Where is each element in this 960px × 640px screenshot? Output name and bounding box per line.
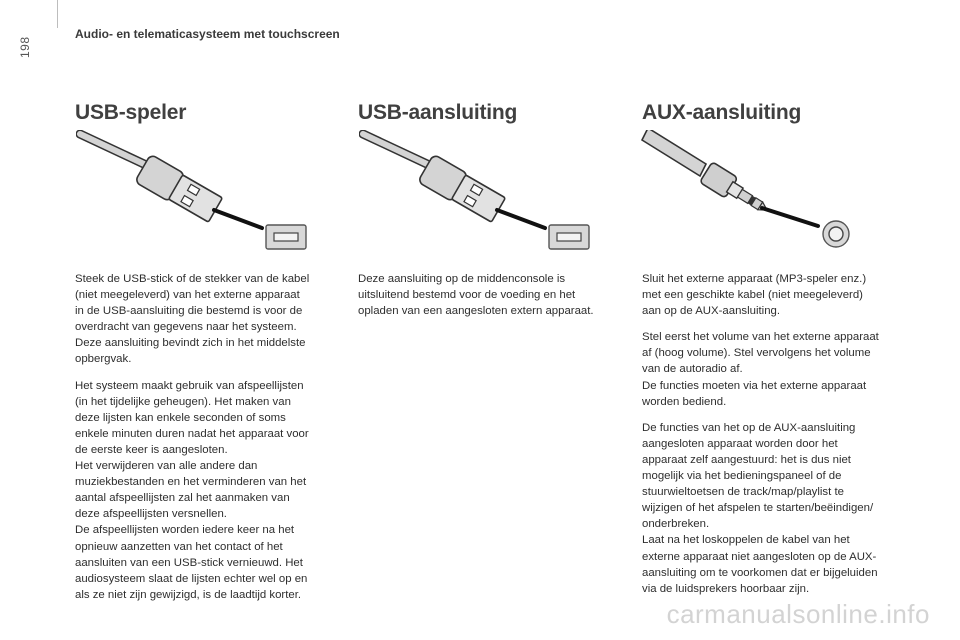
margin-rule bbox=[57, 0, 58, 28]
paragraph: Steek de USB-stick of de stekker van de kabel (niet meegeleverd) van het externe apparaat in de USB-aansluiting die bestemd is voor de overdracht van gegevens naar het systeem. Deze aansluiting bevindt zich in het middelste opbergvak. bbox=[75, 273, 310, 366]
paragraph: Het systeem maakt gebruik van afspeellijsten (in het tijdelijke geheugen). Het maken van deze lijsten kan enkele seconden of soms enkele minuten duren nadat het apparaat voor de eerste keer is aangesloten. Het verwijderen van alle andere dan muziekbestanden en het verminderen van het aantal afspeellijsten zal het aanmaken van deze afspeellijsten versnellen. De afspeellijsten worden iedere keer na het opnieuw aanzetten van het contact of het aansluiten van een USB-stick vernieuwd. Het audiosysteem slaat de lijsten echter wel op en als ze niet zijn gewijzigd, is de laadtijd korter. bbox=[75, 379, 309, 601]
paragraph: De functies van het op de AUX-aansluiting aangesloten apparaat worden door het apparaat zelf aangestuurd: het is dus niet mogelijk via het bedieningspaneel of de stuurwieltoetsen de track/map/playlist te wijzigen of het afspelen te starten/beëindigen/ onderbreken. Laat na het loskoppelen de kabel van het externe apparaat niet aangesloten op de AUX- aansluiting om te voorkomen dat er bijgeluiden via de luidsprekers hoorbaar zijn. bbox=[642, 421, 878, 595]
section-title-usb-speler: USB-speler bbox=[75, 101, 187, 124]
text-column-aux-aansluiting bbox=[642, 271, 910, 607]
text-column-usb-aansluiting bbox=[358, 271, 628, 329]
usb-plug-and-port-icon bbox=[359, 130, 594, 252]
running-header: Audio- en telematicasysteem met touchscreen bbox=[75, 27, 340, 41]
paragraph: Stel eerst het volume van het externe apparaat af (hoog volume). Stel vervolgens het volume van de autoradio af. De functies moeten via het externe apparaat worden bediend. bbox=[642, 331, 879, 408]
section-title-aux-aansluiting: AUX-aansluiting bbox=[642, 101, 802, 124]
section-title-usb-aansluiting: USB-aansluiting bbox=[358, 101, 518, 124]
aux-jack-and-port-icon bbox=[640, 130, 860, 252]
usb-plug-and-port-icon bbox=[76, 130, 311, 252]
text-column-usb-speler bbox=[75, 271, 343, 613]
watermark: carmanualsonline.info bbox=[666, 599, 930, 629]
paragraph: Deze aansluiting op de middenconsole is uitsluitend bestemd voor de voeding en het opladen van een aangesloten extern apparaat. bbox=[358, 273, 594, 318]
page-number: 198 bbox=[18, 36, 32, 58]
paragraph: Sluit het externe apparaat (MP3-speler enz.) met een geschikte kabel (niet meegeleverd) aan op de AUX-aansluiting. bbox=[642, 273, 867, 318]
